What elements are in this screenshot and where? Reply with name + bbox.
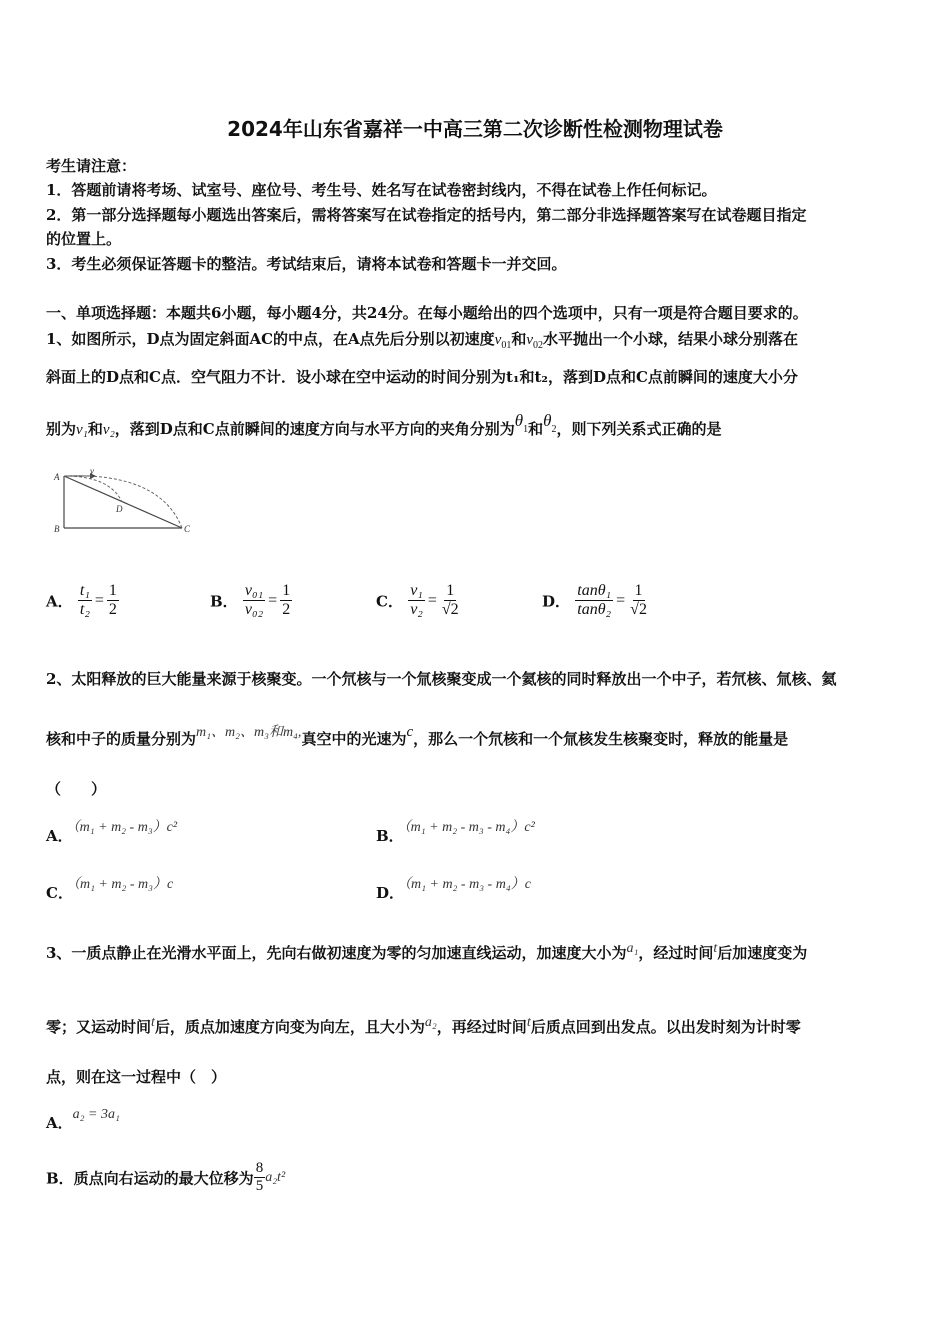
q1-option-a[interactable]: A． $\frac{\text{t₁}}{\text{t₂}}$ = $\frac{1}{2}$: [46, 582, 117, 619]
q1-line-3: 别为v₁和v₂，落到D点和C点前瞬间的速度方向与水平方向的夹角分别为$\theta_1$和$\theta_2$，则下列关系式正确的是: [46, 411, 722, 438]
q2-option-b[interactable]: B．（m₁ + m₂ - m₃ - m₄）c²: [376, 820, 535, 845]
q3-option-a[interactable]: A．a₂ = 3a₁: [46, 1107, 120, 1132]
q1-line-2: 斜面上的D点和C点．空气阻力不计．设小球在空中运动的时间分别为t₁和t₂，落到D点和C点前瞬间的速度大小分: [46, 368, 798, 386]
q3-line-3: 点，则在这一过程中（ ）: [46, 1068, 227, 1086]
section-heading: 一、单项选择题：本题共6小题，每小题4分，共24分。在每小题给出的四个选项中，只有一项是符合题目要求的。: [46, 304, 808, 322]
q1-option-d[interactable]: D． $\frac{\text{tanθ₁}}{\text{tanθ₂}}$ = $\frac{1}{√2}$: [542, 582, 647, 619]
q2-blank: （ ）: [46, 780, 107, 798]
notice-line-3: 3．考生必须保证答题卡的整洁。考试结束后，请将本试卷和答题卡一并交回。: [46, 255, 567, 273]
figure-label-d: D: [116, 504, 123, 514]
notice-line-2a: 2．第一部分选择题每小题选出答案后，需将答案写在试卷指定的括号内，第二部分非选择题答案写在试卷题目指定: [46, 206, 807, 224]
notice-line-2b: 的位置上。: [46, 230, 122, 248]
figure-label-b: B: [54, 524, 60, 534]
q2-option-d[interactable]: D．（m₁ + m₂ - m₃ - m₄）c: [376, 877, 531, 902]
q1-figure: [50, 468, 200, 540]
notice-heading: 考生请注意：: [46, 157, 137, 175]
figure-label-v: v: [90, 468, 94, 476]
figure-label-c: C: [184, 524, 191, 534]
notice-line-1: 1．答题前请将考场、试室号、座位号、考生号、姓名写在试卷密封线内，不得在试卷上作任何标记。: [46, 181, 717, 199]
figure-label-a: A: [54, 472, 60, 482]
q1-line-1: 1、如图所示，D点为固定斜面AC的中点，在A点先后分别以初速度$v_{01}$和$v_{02}$水平抛出一个小球，结果小球分别落在: [46, 330, 799, 351]
q3-line-2: 零；又运动时间t后，质点加速度方向变为向左，且大小为a₂，再经过时间t后质点回到出发点。以出发时刻为计时零: [46, 1015, 801, 1036]
page-title: 2024年山东省嘉祥一中高三第二次诊断性检测物理试卷: [227, 117, 723, 141]
q2-option-c[interactable]: C．（m₁ + m₂ - m₃）c: [46, 877, 174, 902]
q3-option-b[interactable]: B．质点向右运动的最大位移为 $\frac{8}{5}$ a₂t²: [46, 1160, 286, 1195]
q3-line-1: 3、一质点静止在光滑水平面上，先向右做初速度为零的匀加速直线运动，加速度大小为a₁，经过时间t后加速度变为: [46, 941, 808, 962]
q1-option-c[interactable]: C． $\frac{\text{v₁}}{\text{v₂}}$ = $\frac{1}{√2}$: [376, 582, 459, 619]
q2-line-2: 核和中子的质量分别为m₁、m₂、m₃和m₄,真空中的光速为c，那么一个氘核和一个氚核发生核聚变时，释放的能量是: [46, 724, 789, 748]
q2-option-a[interactable]: A．（m₁ + m₂ - m₃）c²: [46, 820, 178, 845]
q1-option-b[interactable]: B． $\frac{\text{v₀₁}}{\text{v₀₂}}$ = $\frac{1}{2}$: [210, 582, 291, 619]
q2-line-1: 2、太阳释放的巨大能量来源于核聚变。一个氘核与一个氚核聚变成一个氦核的同时释放出一个中子，若氘核、氚核、氦: [46, 670, 837, 688]
